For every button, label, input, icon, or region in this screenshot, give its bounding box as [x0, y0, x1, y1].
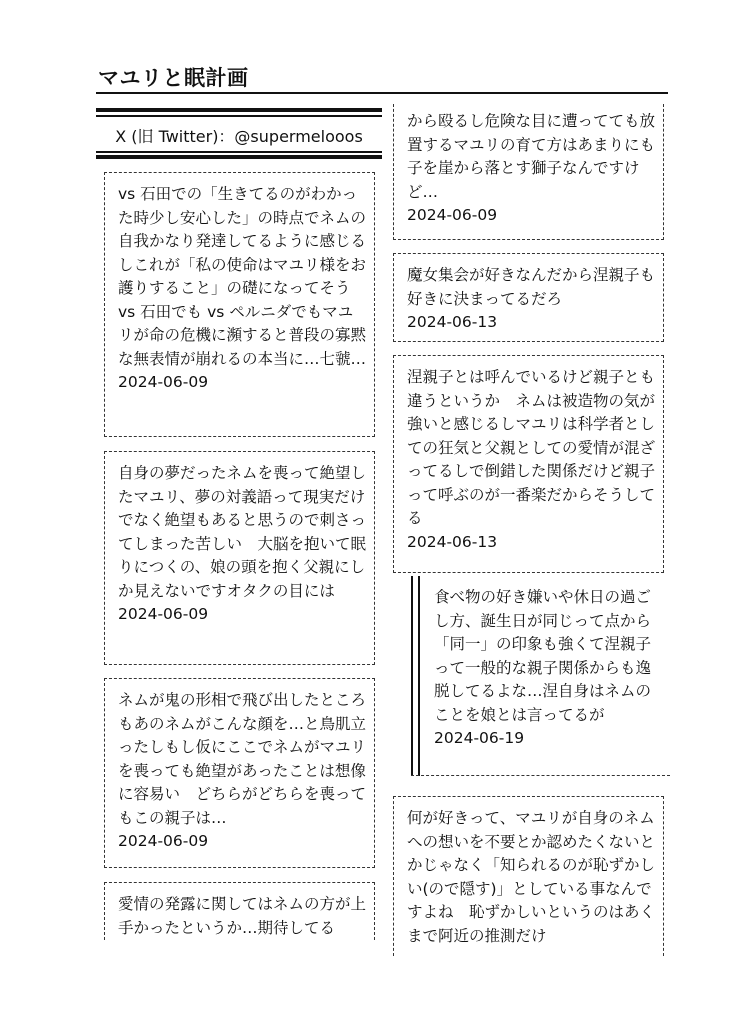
post-card	[104, 172, 375, 437]
post-date: 2024-06-13	[407, 532, 498, 551]
post-text: 自身の夢だったネムを喪って絶望したマユリ、夢の対義語って現実だけでなく絶望もあると思うので刺さってしまった苦しい 大脳を抱いて眠りにつくの、娘の頭を抱く父親にしか見えないですオタクの目には	[118, 464, 367, 600]
title-underline	[96, 92, 668, 94]
post-card	[393, 796, 664, 956]
post-date: 2024-06-09	[118, 605, 209, 623]
post-text: vs 石田での「生きてるのがわかった時少し安心した」の時点でネムの自我かなり発達してるように感じるしこれが「私の使命はマユリ様をお護りすること」の礎になってそう vs 石田でも vs ペルニダでもマユリが命の危機に瀕すると普段の寡黙な無表情が崩れるの本当に…七虢…	[118, 185, 367, 368]
reply-thread-marker	[411, 576, 420, 776]
banner-rule-top	[96, 108, 382, 112]
post-date: 2024-06-09	[118, 832, 209, 850]
post-text: ネムが鬼の形相で飛び出したところもあのネムがこんな顔を…と鳥肌立ったしもし仮にここでネムがマユリを喪っても絶望があったことは想像に容易い どちらがどちらを喪ってもこの親子は…	[118, 691, 367, 827]
post-card	[104, 678, 375, 868]
post-card	[104, 882, 375, 940]
post-card	[393, 253, 664, 342]
banner-rule-top-thin	[96, 115, 382, 117]
banner-rule-bottom-thin	[96, 151, 382, 153]
post-date: 2024-06-13	[407, 313, 498, 331]
post-text: 魔女集会が好きなんだから涅親子も好きに決まってるだろ	[407, 266, 656, 308]
post-card	[393, 104, 664, 240]
source-handle: X (旧 Twitter)：@supermelooos	[115, 127, 363, 146]
reply-divider	[411, 775, 670, 776]
reply-post-card	[424, 580, 670, 770]
post-text: 愛情の発露に関してはネムの方が上手かったというか…期待してる	[118, 895, 367, 937]
post-text: 涅親子とは呼んでいるけど親子とも違うというか ネムは被造物の気が強いと感じるしマユリは科学者としての狂気と父親としての愛情が混ざってるしで倒錯した関係だけど親子って呼ぶのが一番楽だからそうしてる	[407, 368, 656, 527]
post-text: 食べ物の好き嫌いや休日の過ごし方、誕生日が同じって点から「同一」の印象も強くて涅親子って一般的な親子関係からも逸脱してるよな…涅自身はネムのことを娘とは言ってるが	[434, 588, 652, 724]
post-card	[104, 451, 375, 665]
post-card	[393, 355, 664, 573]
post-date: 2024-06-19	[434, 729, 525, 747]
page-title: マユリと眠計画	[98, 66, 249, 90]
source-banner	[96, 108, 382, 160]
banner-rule-bottom	[96, 155, 382, 159]
post-date: 2024-06-09	[118, 373, 209, 391]
post-text: 何が好きって、マユリが自身のネムへの想いを不要とか認めたくないとかじゃなく「知られるのが恥ずかしい(ので隠す)」としている事なんですよね 恥ずかしいというのはあくまで阿近の推測だけ	[407, 809, 656, 945]
post-date: 2024-06-09	[407, 206, 498, 224]
post-text: から殴るし危険な目に遭ってても放置するマユリの育て方はあまりにも子を崖から落とす獅子なんですけど…	[407, 112, 656, 201]
